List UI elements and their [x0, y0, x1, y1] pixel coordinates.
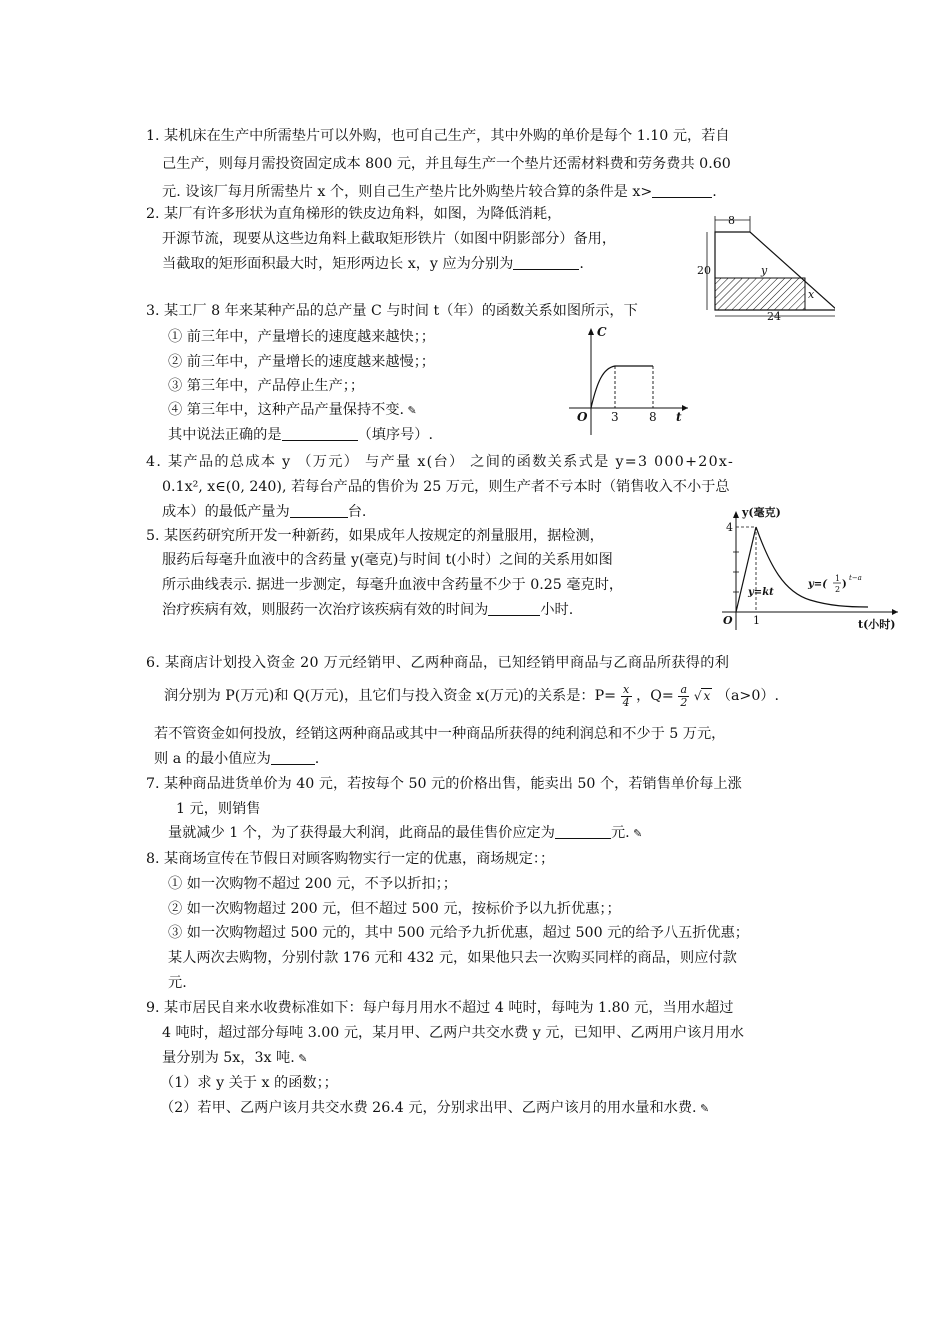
q4-line1: 4. 某产品的总成本 y （万元） 与产量 x(台） 之间的函数关系式是 y=3 000+20x-	[146, 454, 735, 470]
trapezoid-figure	[695, 212, 835, 322]
q9-sub2: （2）若甲、乙两户该月共交水费 26.4 元，分别求出甲、乙两户该月的用水量和水费. ✎	[160, 1100, 710, 1116]
q9-line3: 量分别为 5x，3x 吨. ✎	[162, 1050, 308, 1066]
pen-icon: ✎	[629, 827, 643, 840]
drug-half-num: 1	[835, 574, 841, 583]
q3-line6: 其中说法正确的是 （填序号）.	[168, 427, 433, 443]
drug-y4: 4	[726, 521, 733, 534]
graph-c-label: C	[597, 325, 607, 339]
q1-line1: 1. 某机床在生产中所需垫片可以外购，也可自己生产，其中外购的单价是每个 1.10 元，若自	[146, 128, 730, 144]
drug-y-label: y(毫克)	[742, 506, 781, 519]
graph-t-label: t	[676, 410, 682, 424]
q5-answer-blank[interactable]	[488, 601, 540, 616]
sqrt-x: √ x	[693, 689, 711, 703]
production-curve	[591, 366, 653, 408]
q4-line2: 0.1x², x∈(0, 240), 若每台产品的售价为 25 万元，则生产者不亏本时（销售收入不小于总	[162, 479, 730, 495]
drug-linear-segment	[736, 527, 756, 612]
q8-line5: 某人两次去购物，分别付款 176 元和 432 元，如果他只去一次购买同样的商品，则应付款	[168, 950, 737, 966]
q8-option2: ② 如一次购物超过 200 元，但不超过 500 元，按标价予以九折优惠；；	[168, 901, 621, 917]
pen-icon: ✎	[404, 404, 417, 417]
drug-curve-label: y=(	[808, 579, 827, 590]
q1-line3: 元. 设该厂每月所需垫片 x 个，则自己生产垫片比外购垫片较合算的条件是 x> .	[162, 184, 717, 200]
q7-answer-blank[interactable]	[555, 824, 611, 839]
q3-option2: ② 前三年中，产量增长的速度越来越慢；；	[168, 354, 435, 370]
q2-line1: 2. 某厂有许多形状为直角梯形的铁皮边角料，如图，为降低消耗，	[146, 206, 562, 222]
q2-text: 当截取的矩形面积最大时，矩形两边长 x，y 应为分别为	[162, 256, 514, 272]
q3-option3: ③ 第三年中，产品停止生产；；	[168, 378, 365, 394]
drug-concentration-graph	[718, 500, 908, 635]
q6-line3: 若不管资金如何投放，经销这两种商品或其中一种商品所获得的纯利润总和不少于 5 万元，	[154, 726, 726, 742]
q3-line1: 3. 某工厂 8 年来某种产品的总产量 C 与时间 t（年）的函数关系如图所示，下	[146, 303, 638, 319]
drug-origin: O	[723, 614, 733, 627]
q5-line3: 所示曲线表示. 据进一步测定，每毫升血液中含药量不少于 0.25 毫克时，	[162, 577, 624, 593]
pen-icon: ✎	[696, 1102, 710, 1115]
shaded-rectangle	[715, 278, 805, 310]
q7-line3: 量就减少 1 个，为了获得最大利润，此商品的最佳售价应定为 元. ✎	[168, 825, 643, 841]
q3-option1: ① 前三年中，产量增长的速度越来越快；；	[168, 329, 435, 345]
drug-t1: 1	[753, 614, 760, 627]
q-fraction: $\frac{a}{2}$	[680, 682, 688, 709]
q6-answer-blank[interactable]	[271, 750, 315, 765]
q8-line6: 元.	[168, 975, 187, 991]
production-graph	[563, 320, 693, 440]
graph-t8: 8	[649, 410, 657, 424]
q4-line3: 成本）的最低产量为 台.	[162, 504, 367, 520]
q7-line1: 7. 某种商品进货单价为 40 元，若按每个 50 元的价格出售，能卖出 50 个，若销售单价每上涨	[146, 776, 742, 792]
drug-kt-label: y=kt	[748, 587, 774, 598]
q4-answer-blank[interactable]	[290, 503, 348, 518]
q1-answer-blank[interactable]	[652, 183, 712, 198]
q1-text: 元. 设该厂每月所需垫片 x 个，则自己生产垫片比外购垫片较合算的条件是 x>	[162, 184, 653, 200]
q9-line1: 9. 某市居民自来水收费标准如下：每户每月用水不超过 4 吨时，每吨为 1.80 元，当用水超过	[146, 1000, 734, 1016]
trap-y-label: y	[761, 264, 768, 277]
q8-line1: 8. 某商场宣传在节假日对顾客购物实行一定的优惠，商场规定：；	[146, 851, 555, 867]
graph-origin: O	[577, 410, 588, 424]
drug-x-label: t(小时)	[858, 618, 896, 631]
trap-bottom-label: 24	[767, 310, 781, 322]
q9-sub1: （1）求 y 关于 x 的函数；；	[160, 1075, 338, 1091]
q6-line4: 则 a 的最小值应为 .	[154, 751, 320, 767]
q8-option3: ③ 如一次购物超过 500 元的，其中 500 元给予九折优惠，超过 500 元的给予八五折优惠；	[168, 925, 749, 941]
q3-option4: ④ 第三年中，这种产品产量保持不变. ✎	[168, 402, 417, 418]
trap-height-label: 20	[697, 264, 711, 277]
q2-line3: 当截取的矩形面积最大时，矩形两边长 x，y 应为分别为 .	[162, 256, 584, 272]
q7-line2: 1 元，则销售	[176, 801, 261, 817]
q2-answer-blank[interactable]	[513, 255, 579, 270]
q2-line2: 开源节流，现要从这些边角料上截取矩形铁片（如图中阴影部分）备用，	[162, 231, 617, 247]
q5-line2: 服药后每毫升血液中的含药量 y(毫克)与时间 t(小时）之间的关系用如图	[162, 552, 613, 568]
q3-answer-blank[interactable]	[282, 426, 358, 441]
pen-icon: ✎	[294, 1052, 308, 1065]
graph-t3: 3	[611, 410, 619, 424]
q8-option1: ① 如一次购物不超过 200 元，不予以折扣；；	[168, 876, 457, 892]
q6-line1: 6. 某商店计划投入资金 20 万元经销甲、乙两种商品，已知经销甲商品与乙商品所获得的利	[146, 655, 730, 671]
trap-top-label: 8	[728, 214, 735, 227]
q5-line1: 5. 某医药研究所开发一种新药，如果成年人按规定的剂量服用，据检测，	[146, 528, 604, 544]
q1-line2: 己生产，则每月需投资固定成本 800 元，并且每生产一个垫片还需材料费和劳务费共 0.60	[162, 156, 731, 172]
trap-x-label: x	[808, 288, 815, 301]
drug-close-paren: )	[842, 579, 847, 590]
q9-line2: 4 吨时，超过部分每吨 3.00 元，某月甲、乙两户共交水费 y 元，已知甲、乙两用户该月用水	[162, 1025, 744, 1041]
p-fraction: $\frac{x}{4}$	[622, 682, 630, 709]
q6-line2: 润分别为 P(万元)和 Q(万元)，且它们与投入资金 x(万元)的关系是：P= $\frac{x}{4}$ ，Q= $\frac{a}{2}$ √ x （a>0）.	[164, 682, 780, 709]
drug-exponent: t−a	[849, 574, 862, 582]
drug-half-den: 2	[835, 585, 841, 594]
q5-line4: 治疗疾病有效，则服药一次治疗该疾病有效的时间为 小时.	[162, 602, 574, 618]
